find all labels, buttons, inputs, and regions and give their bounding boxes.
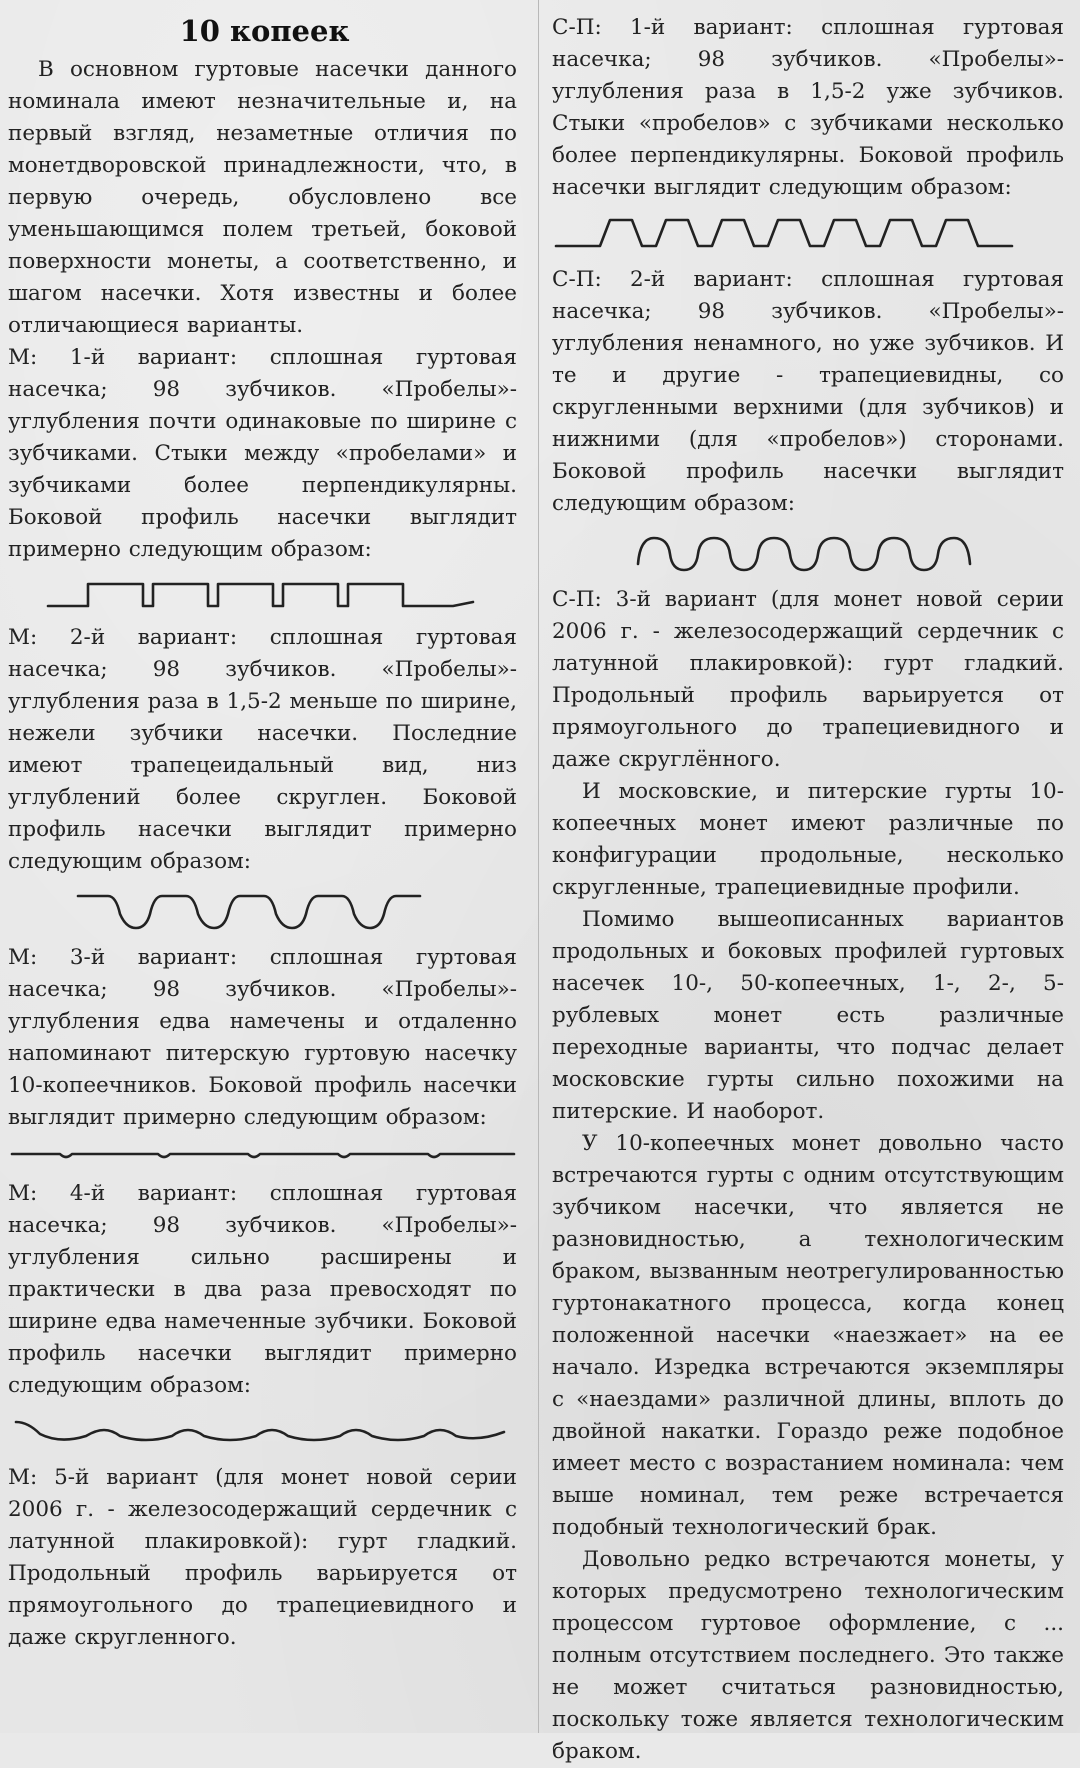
- sp1-profile-diagram: [552, 210, 1068, 256]
- m4-profile-diagram: [8, 1408, 518, 1454]
- missing-tooth-paragraph: У 10-копеечных монет довольно часто встречаются гурты с одним отсутствующим зубчиком насечки, что является не разновидностью, а технологическим браком, вызванным неотрегулированностью гуртонакатного процесса, когда конец положенной насечки «наезжает» на ее начало. Изредка встречаются экземпляры с «наездами» различной длины, вплоть до двойной накатки. Гораздо реже подобное имеет место с возрастанием номинала: чем выше номинал, тем реже встречается подобный технологический брак.: [552, 1131, 1064, 1540]
- page-title: 10 копеек: [179, 14, 350, 48]
- transitional-variants-paragraph: Помимо вышеописанных вариантов продольных и боковых профилей гуртовых насечек 10-, 50-копеечных, 1-, 2-, 5-рублевых монет есть различные переходные варианты, что подчас делает московские гурты сильно похожими на питерские. И наоборот.: [552, 907, 1064, 1124]
- sp-variant-1-paragraph: С-П: 1-й вариант: сплошная гуртовая насечка; 98 зубчиков. «Пробелы»-углубления раза в 1,5-2 уже зубчиков. Стыки «пробелов» с зубчиками несколько более перпендикулярны. Боковой профиль насечки выглядит следующим образом:: [552, 15, 1064, 200]
- left-column: [8, 0, 521, 1654]
- column-divider: [538, 0, 539, 1733]
- sp2-profile-diagram: [552, 526, 1068, 576]
- m-variant-4-paragraph: М: 4-й вариант: сплошная гуртовая насечка; 98 зубчиков. «Пробелы»-углубления сильно расширены и практически в два раза превосходят по ширине едва намеченные зубчики. Боковой профиль насечки выглядит примерно следующим образом:: [8, 1181, 517, 1398]
- sp-variant-2-paragraph: С-П: 2-й вариант: сплошная гуртовая насечка; 98 зубчиков. «Пробелы»-углубления ненамного, но уже зубчиков. И те и другие - трапециевидны, со скругленными верхними (для зубчиков) и нижними (для «пробелов») сторонами. Боковой профиль насечки выглядит следующим образом:: [552, 267, 1064, 516]
- moscow-piter-paragraph: И московские, и питерские гурты 10-копеечных монет имеют различные по конфигурации продольные, несколько скругленные, трапециевидные профили.: [552, 779, 1064, 900]
- right-column: [552, 0, 1068, 1768]
- m-variant-5-paragraph: М: 5-й вариант (для монет новой серии 2006 г. - железосодержащий сердечник с латунной плакировкой): гурт гладкий. Продольный профиль варьируется от прямоугольного до трапециевидного и даже скругленного.: [8, 1465, 517, 1650]
- m-variant-2-paragraph: М: 2-й вариант: сплошная гуртовая насечка; 98 зубчиков. «Пробелы»-углубления раза в 1,5-2 меньше по ширине, нежели зубчики насечки. Последние имеют трапецеидальный вид, низ углублений более скруглен. Боковой профиль насечки выглядит примерно следующим образом:: [8, 625, 517, 874]
- m3-profile-diagram: [8, 1140, 518, 1170]
- sp-variant-3-paragraph: С-П: 3-й вариант (для монет новой серии 2006 г. - железосодержащий сердечник с латунной плакировкой): гурт гладкий. Продольный профиль варьируется от прямоугольного до трапециевидного и даже скруглённого.: [552, 587, 1064, 772]
- m2-profile-diagram: [8, 884, 518, 934]
- intro-paragraph: В основном гуртовые насечки данного номинала имеют незначительные и, на первый взгляд, незаметные отличия по монетдворовской принадлежности, что, в первую очередь, обусловлено все уменьшающимся полем третьей, боковой поверхности монеты, а соответственно, и шагом насечки. Хотя известны и более отличающиеся варианты.: [8, 57, 517, 338]
- absent-edge-paragraph: Довольно редко встречаются монеты, у которых предусмотрено технологическим процессом гуртовое оформление, с ... полным отсутствием последнего. Это также не может считаться разновидностью, поскольку тоже является технологическим браком.: [552, 1547, 1064, 1764]
- m-variant-3-paragraph: М: 3-й вариант: сплошная гуртовая насечка; 98 зубчиков. «Пробелы»-углубления едва намечены и отдаленно напоминают питерскую гуртовую насечку 10-копеечников. Боковой профиль насечки выглядит примерно следующим образом:: [8, 945, 517, 1130]
- m1-profile-diagram: [8, 572, 518, 614]
- m-variant-1-paragraph: М: 1-й вариант: сплошная гуртовая насечка; 98 зубчиков. «Пробелы»-углубления почти одинаковые по ширине с зубчиками. Стыки между «пробелами» и зубчиками более перпендикулярны. Боковой профиль насечки выглядит примерно следующим образом:: [8, 345, 517, 562]
